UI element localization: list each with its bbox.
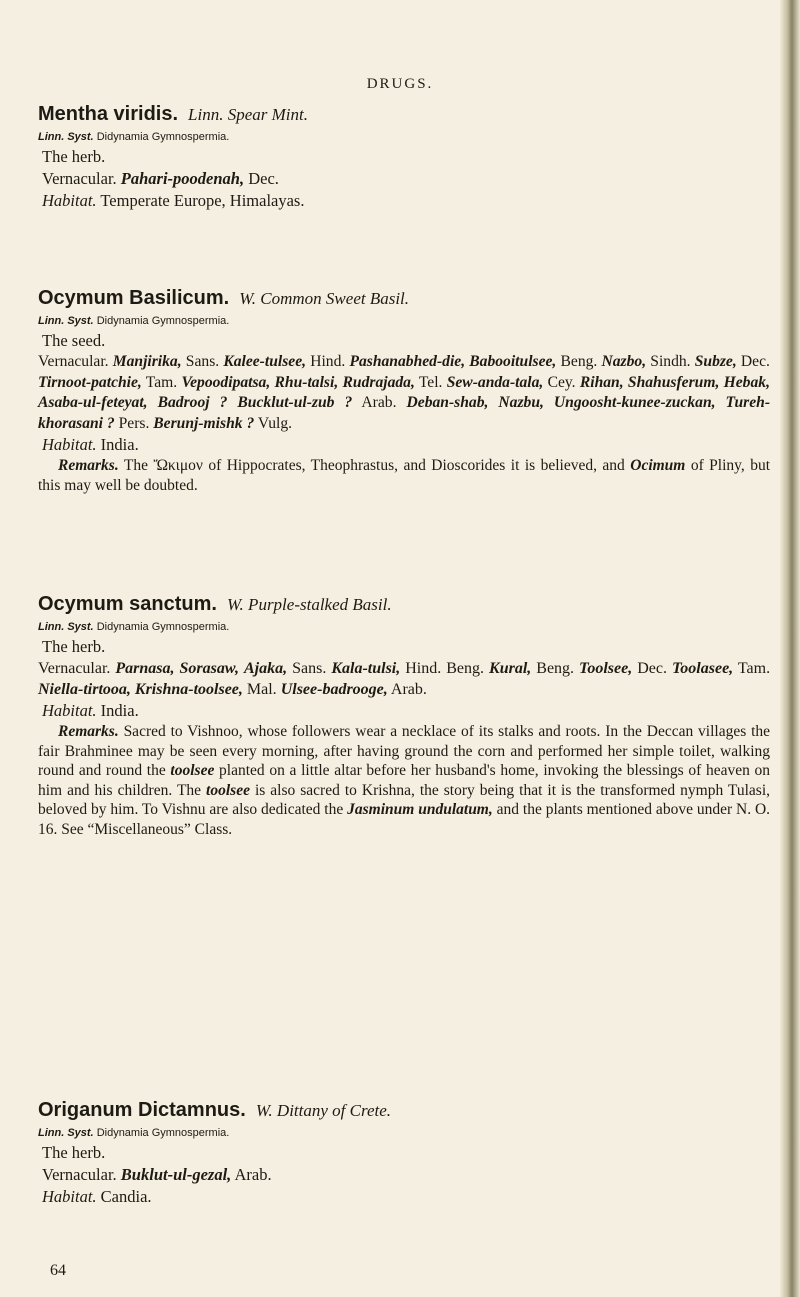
linnaean-system: Linn. Syst. Didynamia Gymnospermia.	[38, 621, 230, 633]
species-name: Origanum Dictamnus.	[38, 1099, 246, 1121]
entry-mentha-viridis	[38, 100, 770, 212]
species-name: Mentha viridis.	[38, 103, 179, 125]
entry-title	[38, 590, 770, 618]
linnaean-system: Linn. Syst. Didynamia Gymnospermia.	[38, 1127, 230, 1139]
part-used: The herb.	[42, 637, 106, 656]
vernacular: Vernacular. Buklut-ul-gezal, Arab.	[42, 1165, 272, 1184]
entry-origanum-dictamnus	[38, 1096, 770, 1208]
entry-ocymum-sanctum	[38, 590, 770, 840]
remarks: Remarks. Sacred to Vishnoo, whose followers wear a necklace of its stalks and roots. In the Deccan villages the fair Brahminee may be seen every morning, after having ground the corn and performed her simple toilet, walking round and round the toolsee planted on a little altar before her husband's home, invoking the blessings of heaven on him and his children. The toolsee is also sacred to Krishna, the story being that it is the transformed nymph Tulasi, beloved by him. To Vishnu are also dedicated the Jasminum undulatum, and the plants mentioned above under N. O. 16. See “Miscellaneous” Class.	[38, 723, 771, 838]
species-name: Ocymum Basilicum.	[38, 287, 230, 309]
habitat: Habitat. India.	[42, 435, 139, 454]
running-header: DRUGS.	[366, 76, 434, 92]
page-edge-shadow	[780, 0, 800, 1297]
vernacular: Vernacular. Pahari-poodenah, Dec.	[42, 169, 279, 188]
part-used: The herb.	[42, 147, 106, 166]
species-authority: W. Dittany of Crete.	[255, 1101, 392, 1120]
species-authority: W. Common Sweet Basil.	[239, 289, 410, 308]
page-number: 64	[50, 1262, 66, 1279]
remarks: Remarks. The Ὤκιμον of Hippocrates, Theophrastus, and Dioscorides it is believed, and Ocimum of Pliny, but this may well be doubted.	[38, 457, 771, 494]
entry-ocymum-basilicum	[38, 284, 770, 495]
vernacular: Vernacular. Manjirika, Sans. Kalee-tulsee, Hind. Pashanabhed-die, Babooitulsee, Beng. Nazbo, Sindh. Subze, Dec. Tirnoot-patchie, Tam. Vepoodipatsa, Rhu-talsi, Rudrajada, Tel. Sew-anda-tala, Cey. Rihan, Shahusferum, Hebak, Asaba-ul-feteyat, Badrooj ? Bucklut-ul-zub ? Arab. Deban-shab, Nazbu, Ungoosht-kunee-zuckan, Tureh-khorasani ? Pers. Berunj-mishk ? Vulg.	[38, 353, 771, 432]
entry-title	[38, 284, 770, 312]
part-used: The herb.	[42, 1143, 106, 1162]
species-authority: Linn. Spear Mint.	[188, 105, 308, 124]
habitat: Habitat. India.	[42, 701, 139, 720]
entry-title	[38, 1096, 770, 1124]
species-name: Ocymum sanctum.	[38, 593, 217, 615]
entry-title	[38, 100, 770, 128]
habitat: Habitat. Temperate Europe, Himalayas.	[42, 191, 305, 210]
species-authority: W. Purple-stalked Basil.	[226, 595, 392, 614]
vernacular: Vernacular. Parnasa, Sorasaw, Ajaka, Sans. Kala-tulsi, Hind. Beng. Kural, Beng. Toolsee, Dec. Toolasee, Tam. Niella-tirtooa, Krishna-toolsee, Mal. Ulsee-badrooge, Arab.	[38, 660, 771, 698]
linnaean-system: Linn. Syst. Didynamia Gymnospermia.	[38, 131, 230, 143]
linnaean-system: Linn. Syst. Didynamia Gymnospermia.	[38, 315, 230, 327]
part-used: The seed.	[42, 331, 106, 350]
habitat: Habitat. Candia.	[42, 1187, 152, 1206]
